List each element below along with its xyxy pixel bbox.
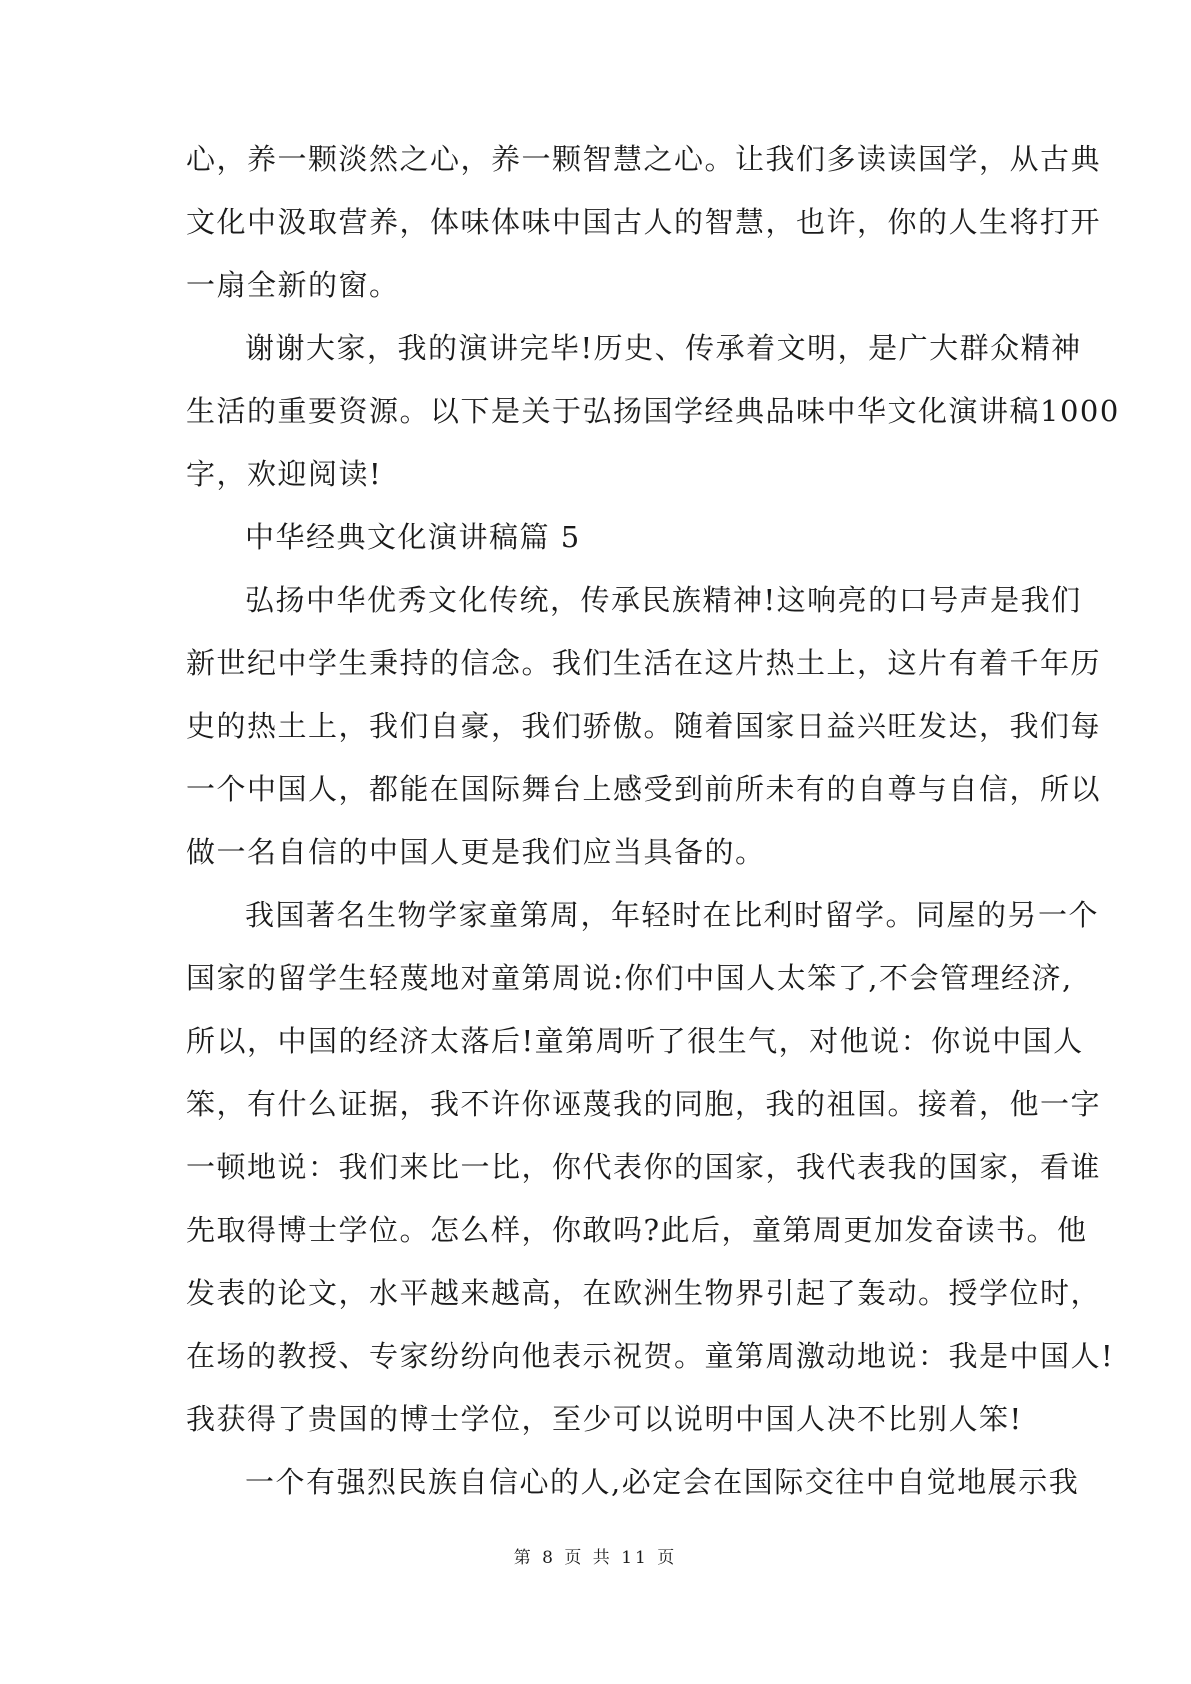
text-line: 我国著名生物学家童第周，年轻时在比利时留学。同屋的另一个 (245, 898, 1100, 932)
text-line: 谢谢大家，我的演讲完毕!历史、传承着文明，是广大群众精神 (245, 331, 1082, 365)
section-heading: 中华经典文化演讲稿篇 5 (245, 520, 581, 554)
text-line: 生活的重要资源。以下是关于弘扬国学经典品味中华文化演讲稿1000 (186, 394, 1120, 428)
text-line: 一扇全新的窗。 (186, 268, 400, 302)
text-line: 先取得博士学位。怎么样，你敢吗?此后，童第周更加发奋读书。他 (186, 1213, 1088, 1247)
page-number-footer: 第 8 页 共 11 页 (513, 1548, 678, 1568)
text-line: 一顿地说：我们来比一比，你代表你的国家，我代表我的国家，看谁 (186, 1150, 1102, 1184)
text-line: 字，欢迎阅读! (186, 457, 383, 491)
text-line: 弘扬中华优秀文化传统，传承民族精神!这响亮的口号声是我们 (245, 583, 1082, 617)
text-line: 新世纪中学生秉持的信念。我们生活在这片热土上，这片有着千年历 (186, 646, 1102, 680)
text-line: 在场的教授、专家纷纷向他表示祝贺。童第周激动地说：我是中国人! (186, 1339, 1115, 1373)
document-body (186, 128, 1120, 1514)
text-line: 史的热土上，我们自豪，我们骄傲。随着国家日益兴旺发达，我们每 (186, 709, 1102, 743)
text-line: 所以，中国的经济太落后!童第周听了很生气，对他说：你说中国人 (186, 1024, 1084, 1058)
text-line: 一个中国人，都能在国际舞台上感受到前所未有的自尊与自信，所以 (186, 772, 1102, 806)
text-line: 做一名自信的中国人更是我们应当具备的。 (186, 835, 766, 869)
text-line: 心，养一颗淡然之心，养一颗智慧之心。让我们多读读国学，从古典 (186, 142, 1102, 176)
text-line: 发表的论文，水平越来越高，在欧洲生物界引起了轰动。授学位时， (186, 1276, 1102, 1310)
text-line: 我获得了贵国的博士学位，至少可以说明中国人决不比别人笨! (186, 1402, 1023, 1436)
text-line: 文化中汲取营养，体味体味中国古人的智慧，也许，你的人生将打开 (186, 205, 1102, 239)
text-line: 笨，有什么证据，我不许你诬蔑我的同胞，我的祖国。接着，他一字 (186, 1087, 1102, 1121)
text-line: 国家的留学生轻蔑地对童第周说:你们中国人太笨了,不会管理经济, (186, 961, 1073, 995)
text-line: 一个有强烈民族自信心的人,必定会在国际交往中自觉地展示我 (245, 1465, 1080, 1499)
